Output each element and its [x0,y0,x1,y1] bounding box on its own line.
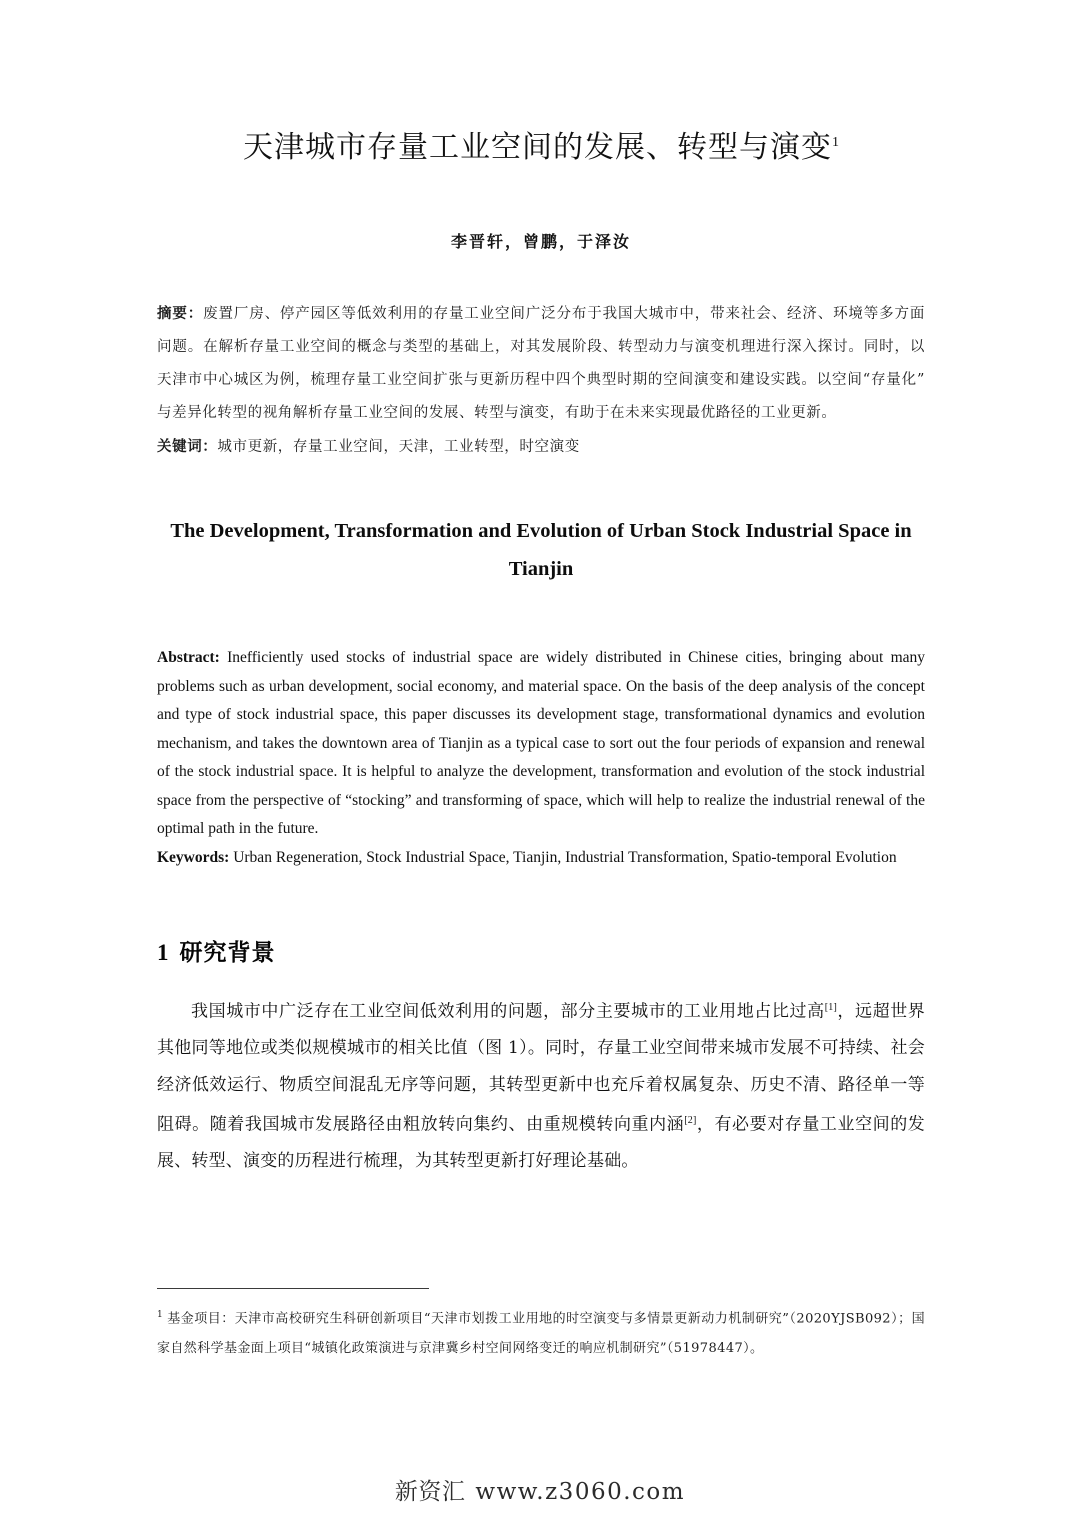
english-keywords [157,844,925,873]
reference-marker-1: [1] [824,1002,837,1013]
english-abstract-label: Abstract: [157,649,220,666]
section-title: 研究背景 [179,940,276,966]
english-keywords-label: Keywords: [157,848,230,866]
paragraph-text-part-1: 我国城市中广泛存在工业空间低效利用的问题，部分主要城市的工业用地占比过高 [191,1001,825,1022]
chinese-title-footnote-marker: 1 [832,135,839,150]
english-abstract [157,644,925,844]
chinese-abstract-label: 摘要： [157,305,204,322]
chinese-abstract [157,297,925,430]
author-list: 李晋轩，曾鹏，于泽汝 [450,232,631,251]
paragraph-text-part-3: ，有必要对存量工业空间的发展、转型、演变的历程进行梳理，为其转型更新打好理论基础。 [157,1114,925,1172]
english-keywords-body: Urban Regeneration, Stock Industrial Space, Tianjin, Industrial Transformation, Spatio-temporal Evolution [233,848,897,866]
footnote-text: 基金项目：天津市高校研究生科研创新项目“天津市划拨工业用地的时空演变与多情景更新动力机制研究”（2020YJSB092）；国家自然科学基金面上项目“城镇化政策演进与京津冀乡村空间网络变迁的响应机制研究”（51978447）。 [157,1311,925,1357]
document-content [157,0,925,1197]
english-title: The Development, Transformation and Evolution of Urban Stock Industrial Space in Tianjin [170,520,912,580]
paragraph-text-part-2: ，远超世界其他同等地位或类似规模城市的相关比值（图 1）。同时，存量工业空间带来城市发展不可持续、社会经济低效运行、物质空间混乱无序等问题，其转型更新中也充斥着权属复杂、历史不清、路径单一等阻碍。随着我国城市发展路径由粗放转向集约、由重规模转向重内涵 [157,1001,926,1135]
section-number: 1 [157,940,170,965]
watermark-brand: 新资汇 [394,1479,466,1505]
footnote-content [157,1300,925,1364]
watermark [0,1473,1080,1506]
section-1-paragraph [157,990,925,1180]
reference-marker-2: [2] [684,1115,697,1127]
chinese-keywords-label: 关键词： [157,438,218,455]
footnote-separator-rule [157,1288,429,1289]
footnote-area [157,1288,925,1364]
english-abstract-body: Inefficiently used stocks of industrial space are widely distributed in Chinese cities, bringing about many problems such as urban development, social economy, and material space. On the basis of the deep analysis of the concept and type of stock industrial space, this paper discusses its development stage, transformational dynamics and evolution mechanism, and takes the downtown area of Tianjin as a typical case to sort out the four periods of expansion and renewal of the stock industrial space. It is helpful to analyze the development, transformation and evolution of the stock industrial space from the perspective of “stocking” and transforming of space, which will help to realize the industrial renewal of the optimal path in the future. [157,649,925,837]
footnote-marker: 1 [157,1310,164,1320]
chinese-title-text: 天津城市存量工业空间的发展、转型与演变 [243,130,832,165]
watermark-url: www.z3060.com [475,1479,686,1505]
chinese-title [157,128,925,167]
chinese-keywords-body: 城市更新，存量工业空间，天津，工业转型，时空演变 [217,439,580,455]
chinese-keywords [157,430,925,464]
section-heading-1 [157,934,925,967]
chinese-abstract-body: 废置厂房、停产园区等低效利用的存量工业空间广泛分布于我国大城市中，带来社会、经济、环境等多方面问题。在解析存量工业空间的概念与类型的基础上，对其发展阶段、转型动力与演变机理进行深入探讨。同时，以天津市中心城区为例，梳理存量工业空间扩张与更新历程中四个典型时期的空间演变和建设实践。以空间“存量化”与差异化转型的视角解析存量工业空间的发展、转型与演变，有助于在未来实现最优路径的工业更新。 [157,306,925,421]
